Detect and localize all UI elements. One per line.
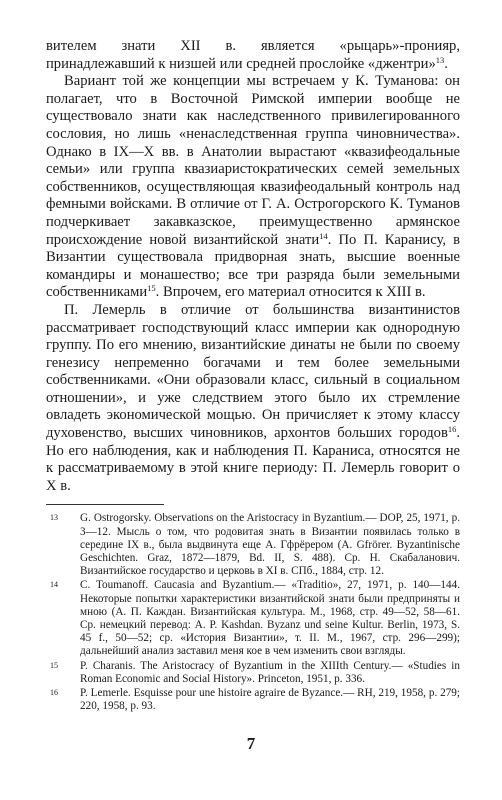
paragraph-1-text: вителем знати XII в. является «рыцарь»-пронияр, принадлежавший к низшей или средней прослойке «джентри» [46,38,460,72]
footnote-ref-13[interactable]: 13 [435,54,445,65]
footnote-16 [46,687,460,713]
paragraph-2 [46,73,460,302]
footnote-separator [46,504,164,505]
paragraph-3-text: П. Лемерль в отличие от большинства византинистов рассматривает господствующий класс империи как однородную группу. По его мнению, византийские динаты не были по своему генезису непременно богачами и тем более земельными собственниками. «Они образовали класс, сильный в социальном отношении», и уже следствием этого было их стремление овладеть экономической мощью. Он причисляет к этому классу духовенство, высших чиновников, архонтов больших городов [46,301,460,442]
footnotes [46,512,460,713]
paragraph-2-end: . Впрочем, его материал относится к XIII в. [155,284,426,301]
paragraph-1-end: . [444,55,448,72]
footnote-number: 13 [50,513,58,523]
footnote-number: 14 [50,580,58,590]
footnote-text: P. Lemerle. Esquisse pour une histoire agraire de Byzance.— RH, 219, 1958, p. 279; 220, 1958, p. 93. [80,687,460,713]
footnote-text: P. Charanis. The Aristocracy of Byzantium in the XIIIth Century.— «Studies in Roman Economic and Social History». Princeton, 1951, p. 336. [80,659,460,685]
footnote-text: C. Toumanoff. Caucasia and Byzantium.— «Traditio», 27, 1971, p. 140—144. Некоторые попытки характеристики византийской знати были предприняты и мною (А. П. Каждан. Византийская культура. М., 1968, стр. 49—52, 58—61. Ср. немецкий перевод: A. P. Kashdan. Byzanz und seine Kultur. Berlin, 1973, S. 45 f., 50—52; ср. «История Византии», т. II. М., 1967, стр. 296—299); дальнейший анализ заставил меня кое в чем изменить свои взгляды. [80,579,460,658]
paragraph-2-mid: . По П. Каранису, в Византии существовала придворная знать, высшие военные командиры и монашество; все три разряда были земельными собственниками [46,231,460,301]
page-content [46,38,460,714]
footnote-ref-15[interactable]: 15 [147,283,156,294]
page-number: 7 [246,734,256,753]
main-text [46,38,460,495]
paragraph-3-end: . Но его наблюдения, как и наблюдения П. Караниса, относятся не к рассматриваемому в этой книге периоду: П. Лемерль говорит о X в. [46,425,460,494]
footnote-15 [46,660,460,686]
footnote-14 [46,579,460,658]
footnote-13 [46,512,460,578]
footnote-ref-16[interactable]: 16 [447,424,457,435]
footnote-number: 15 [50,660,58,670]
footnote-text: G. Ostrogorsky. Observations on the Aristocracy in Byzantium.— DOP, 25, 1971, p. 3—12. Мысль о том, что родовитая знать в Византии появилась только в середине IX в., была выдвинута еще А. Гфрёрером (A. Gfrörer. Byzantinische Geschichten. Graz, 1872—1879, Bd. II, S. 488). Ср. Н. Скабаланович. Византийское государство и церковь в XI в. СПб., 1884, стр. 12. [80,512,460,578]
footnote-ref-14[interactable]: 14 [319,230,328,241]
paragraph-2-text: Вариант той же концепции мы встречаем у К. Туманова: он полагает, что в Восточной Римской империи вообще не существовало знати как наследственного привилегированного сословия, но лишь «ненаследственная группа чиновничества». Однако в IX—X вв. в Анатолии вырастают «квазифеодальные семьи» или группа квазиаристократических семей земельных собственников, осуществляющая квазифеодальный контроль над фемными войсками. В отличие от Г. А. Острогорского К. Туманов подчеркивает закавказское, преимущественно армянское происхождение новой византийской знати [46,73,460,248]
footnote-number: 16 [50,688,58,698]
paragraph-3 [46,302,460,496]
paragraph-1 [46,38,460,73]
